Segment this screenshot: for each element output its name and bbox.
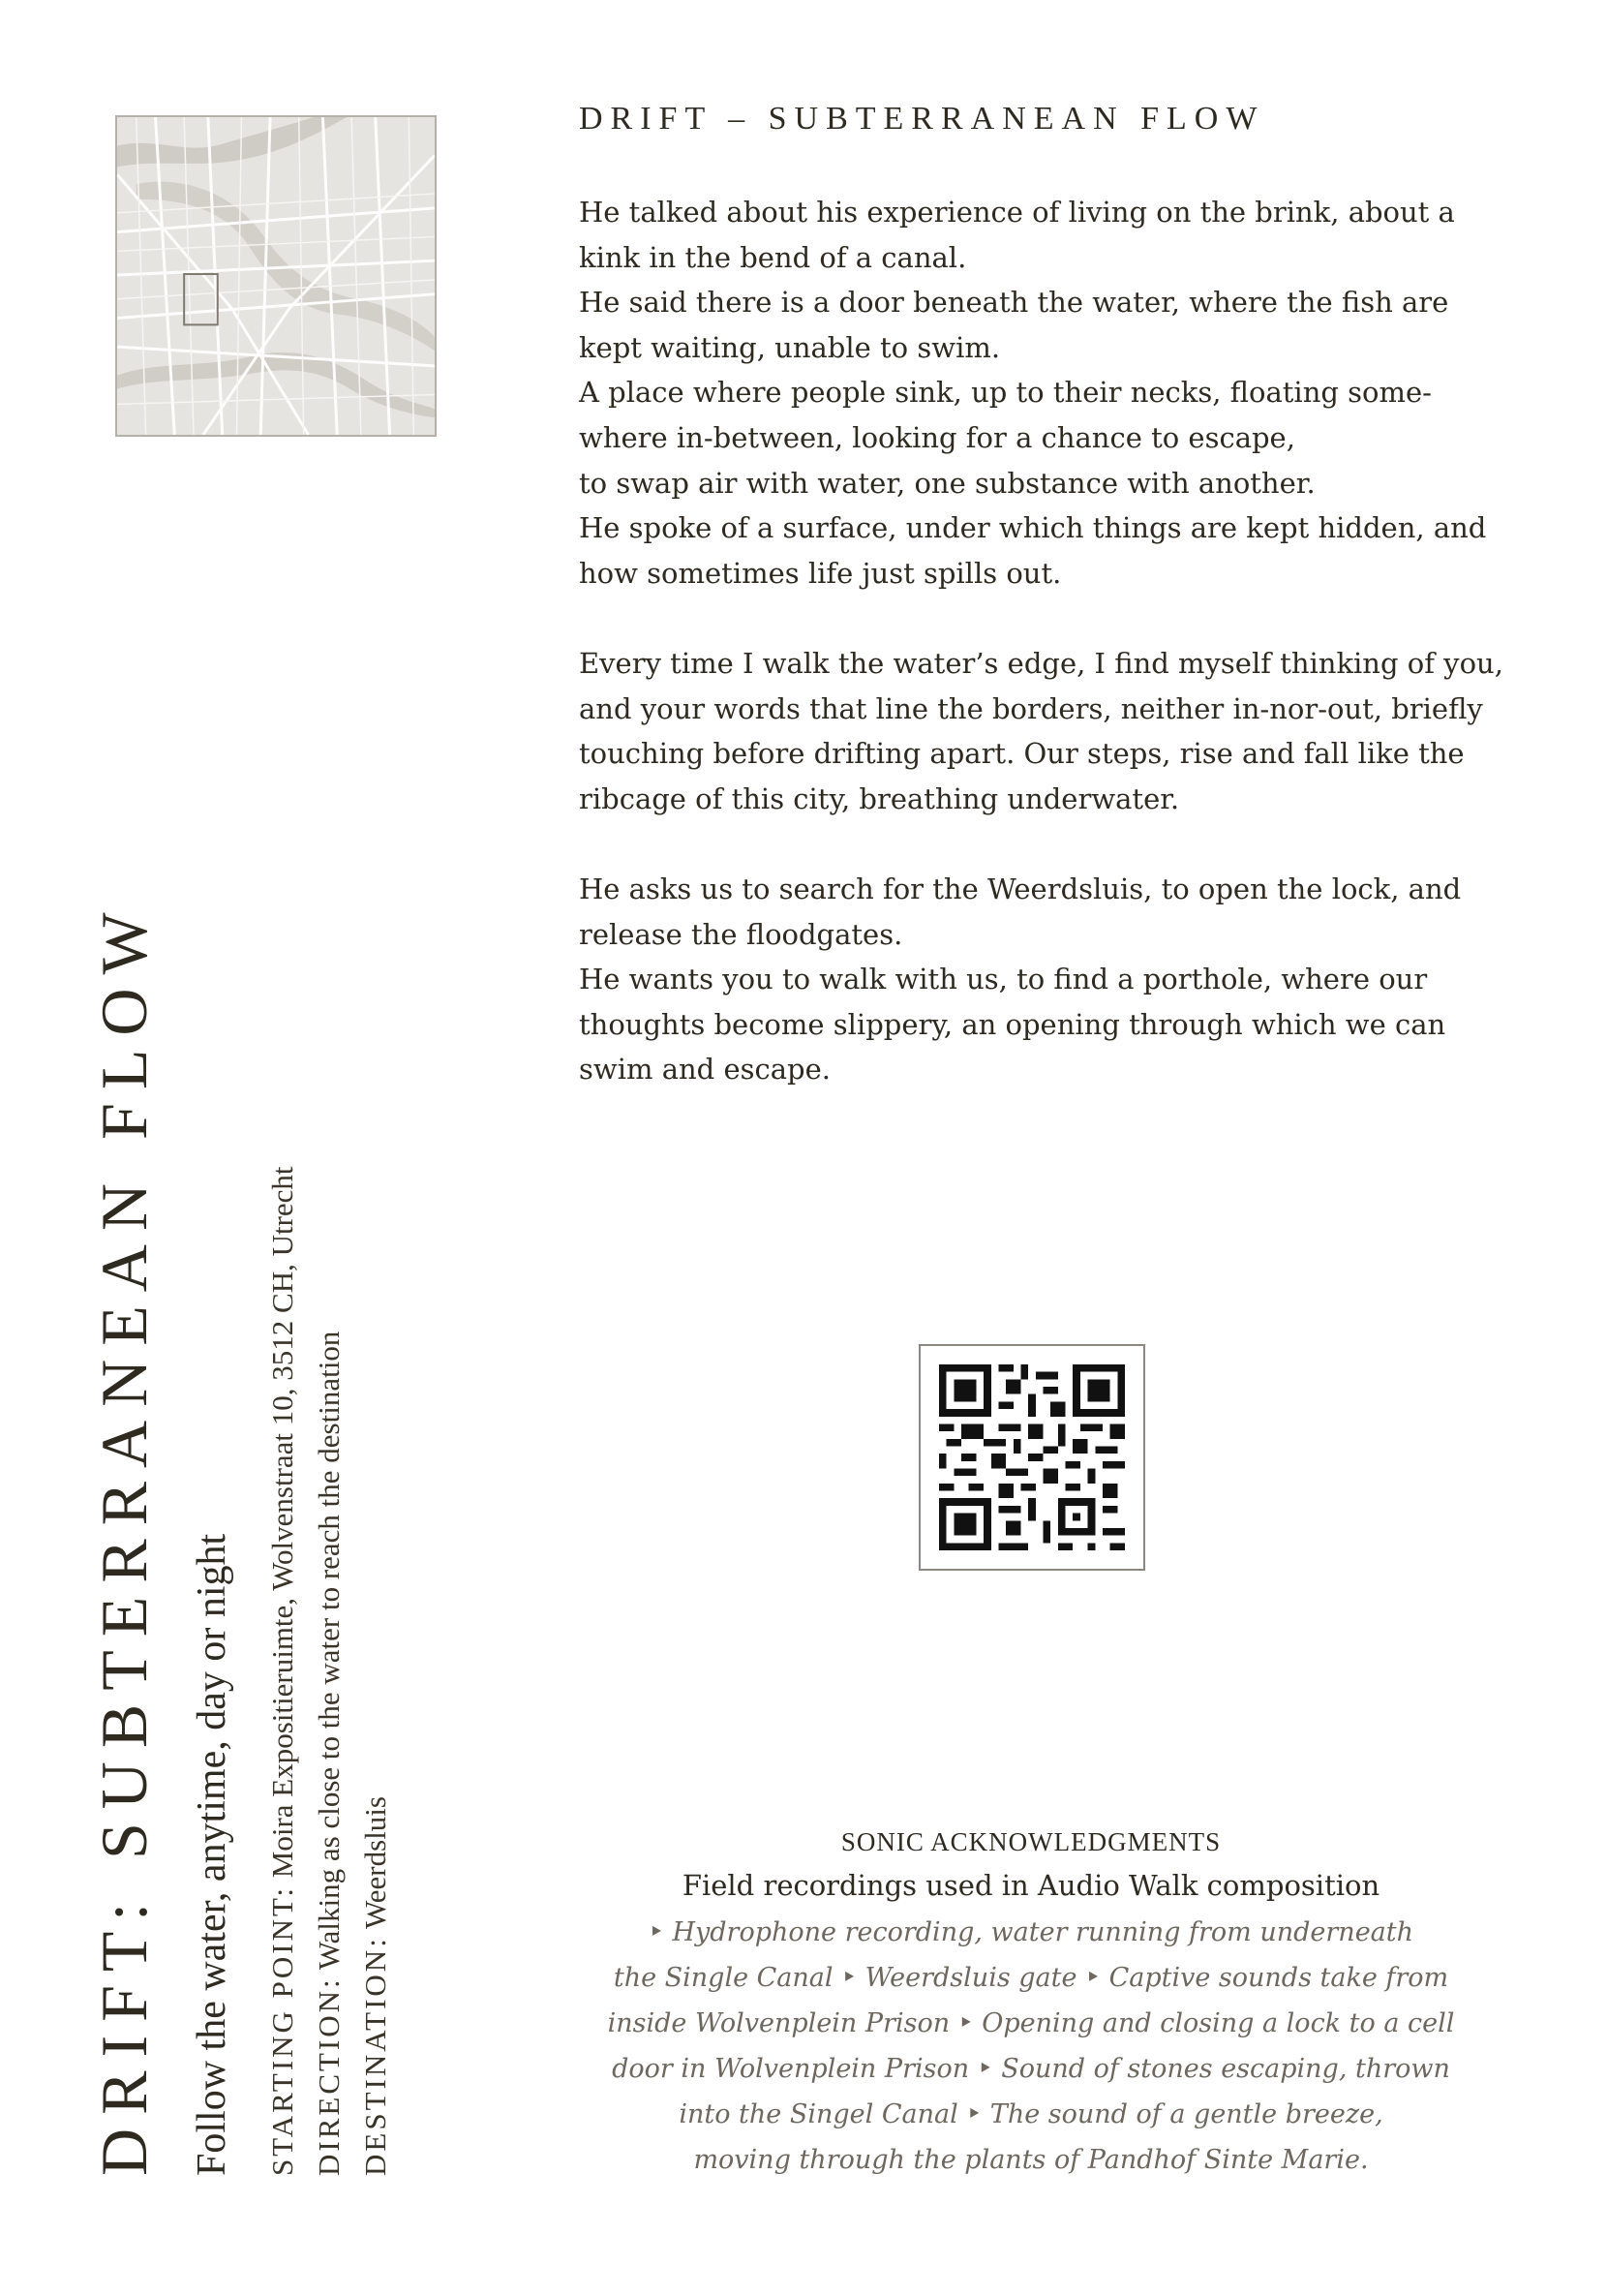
text-line: He wants you to walk with us, to find a porthole, where our: [579, 963, 1428, 996]
page-heading: DRIFT – SUBTERRANEAN FLOW: [579, 101, 1265, 137]
map-thumbnail: [115, 115, 437, 437]
text-line: He said there is a door beneath the water, where the fish are: [579, 286, 1449, 320]
text-line: release the floodgates.: [579, 917, 903, 951]
acknowledgment-line: inside Wolvenplein Prison ‣ Opening and closing a lock to a cell: [607, 2008, 1455, 2038]
text-line: A place where people sink, up to their necks, floating some-: [579, 376, 1432, 410]
acknowledgment-line: door in Wolvenplein Prison ‣ Sound of stones escaping, thrown: [612, 2054, 1450, 2084]
acknowledgments-subtitle: Field recordings used in Audio Walk composition: [682, 1869, 1380, 1902]
text-line: ribcage of this city, breathing underwater.: [579, 781, 1180, 815]
sonic-acknowledgments: [542, 1822, 1520, 2183]
acknowledgment-line: the Single Canal ‣ Weerdsluis gate ‣ Captive sounds take from: [613, 1963, 1449, 1993]
route-value: Moira Expositieruimte, Wolvenstraat 10, 3512 CH, Utrecht: [265, 1166, 299, 1879]
body-text: [579, 190, 1547, 1137]
vertical-title: DRIFT: SUBTERRANEAN FLOW: [87, 899, 161, 2176]
text-line: He talked about his experience of living on the brink, about a: [579, 196, 1455, 229]
text-line: He asks us to search for the Weerdsluis, to open the lock, and: [579, 872, 1462, 905]
route-info: [259, 646, 399, 2176]
text-line: and your words that line the borders, neither in-nor-out, briefly: [579, 691, 1483, 725]
route-direction: [306, 646, 352, 2176]
vertical-subtitle: Follow the water, anytime, day or night: [190, 1533, 234, 2176]
paragraph: [579, 641, 1547, 821]
text-line: Every time I walk the water’s edge, I find myself thinking of you,: [579, 646, 1503, 680]
route-label: DIRECTION:: [312, 1976, 346, 2176]
qr-code[interactable]: [919, 1344, 1145, 1571]
acknowledgment-line: moving through the plants of Pandhof Sinte Marie.: [693, 2145, 1369, 2175]
text-line: thoughts become slippery, an opening through which we can: [579, 1007, 1446, 1041]
text-line: how sometimes life just spills out.: [579, 556, 1062, 590]
acknowledgment-line: ‣ Hydrophone recording, water running from underneath: [648, 1917, 1414, 1947]
qr-code-graphic: [939, 1364, 1125, 1550]
paragraph: [579, 190, 1547, 596]
paragraph: [579, 867, 1547, 1092]
route-value: Walking as close to the water to reach the destination: [312, 1331, 346, 1971]
text-line: kept waiting, unable to swim.: [579, 330, 1001, 364]
acknowledgments-list: [542, 1910, 1520, 2183]
text-line: kink in the bend of a canal.: [579, 240, 967, 274]
route-label: DESTINATION:: [358, 1936, 392, 2176]
acknowledgments-title: SONIC ACKNOWLEDGMENTS: [840, 1827, 1222, 1856]
route-label: STARTING POINT:: [265, 1884, 299, 2176]
map-graphic: [117, 117, 435, 435]
route-value: Weerdsluis: [358, 1796, 392, 1929]
text-line: swim and escape.: [579, 1053, 831, 1087]
text-line: where in-between, looking for a chance to escape,: [579, 420, 1295, 454]
text-line: He spoke of a surface, under which things are kept hidden, and: [579, 511, 1487, 545]
text-line: to swap air with water, one substance with another.: [579, 466, 1316, 500]
side-title-block: [77, 646, 399, 2176]
route-starting-point: [259, 646, 306, 2176]
acknowledgment-line: into the Singel Canal ‣ The sound of a gentle breeze,: [679, 2099, 1383, 2129]
route-destination: [352, 646, 399, 2176]
text-line: touching before drifting apart. Our steps, rise and fall like the: [579, 737, 1465, 771]
